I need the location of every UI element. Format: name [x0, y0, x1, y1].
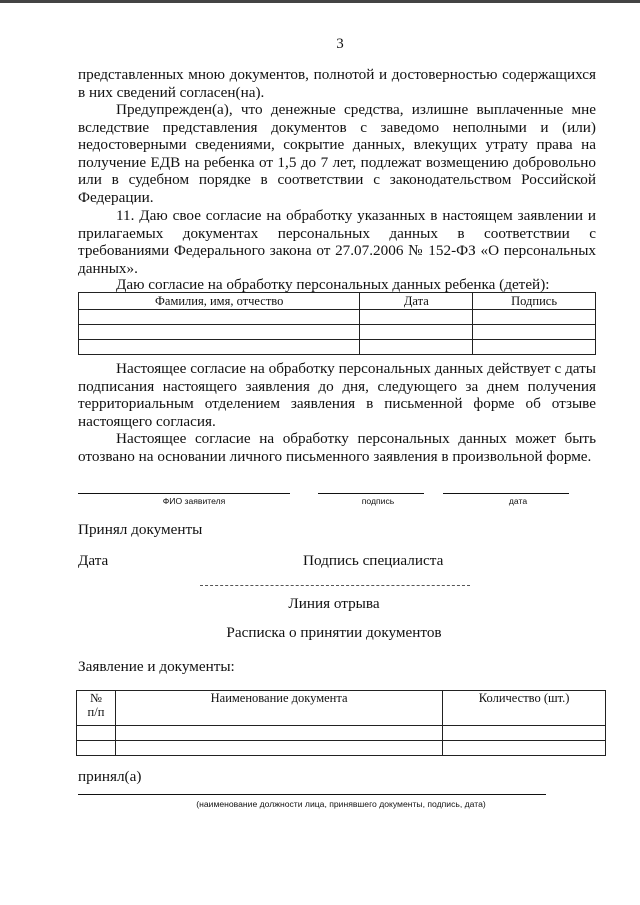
column-header-signature: Подпись	[473, 293, 596, 310]
paragraph-text: представленных мною документов, полнотой и достоверностью содержащихся в них сведений согласен(на).	[78, 66, 596, 101]
accepted-by-label: принял(а)	[78, 768, 142, 785]
paragraph-text: Настоящее согласие на обработку персональных данных может быть отозвано на основании личного письменного заявления в произвольной форме.	[78, 430, 596, 465]
receipt-title: Расписка о принятии документов	[226, 624, 442, 641]
column-header-document-name: Наименование документа	[115, 691, 442, 726]
column-header-number: № п/п	[77, 691, 116, 726]
column-header-date: Дата	[360, 293, 473, 310]
documents-table	[76, 690, 606, 756]
paragraph-consent-11	[78, 207, 596, 277]
consent-children-table	[78, 292, 596, 355]
tear-line-label: Линия отрыва	[288, 595, 380, 612]
table-header-row	[77, 691, 606, 726]
table-cell[interactable]	[79, 340, 360, 355]
fio-label: ФИО заявителя	[162, 496, 226, 506]
column-header-quantity: Количество (шт.)	[443, 691, 606, 726]
paragraph-validity	[78, 360, 596, 430]
paragraph-text: Даю согласие на обработку персональных данных ребенка (детей):	[116, 276, 550, 293]
date-signature-line[interactable]	[443, 493, 569, 494]
signature-line[interactable]	[318, 493, 424, 494]
column-header-fio: Фамилия, имя, отчество	[79, 293, 360, 310]
top-border-rule	[0, 0, 640, 3]
table-cell[interactable]	[77, 741, 116, 756]
specialist-signature-label: Подпись специалиста	[303, 552, 444, 569]
table-cell[interactable]	[360, 310, 473, 325]
table-cell[interactable]	[443, 726, 606, 741]
documents-label: Заявление и документы:	[78, 658, 235, 675]
paragraph-continuation	[78, 66, 596, 101]
paragraph-revocation	[78, 430, 596, 465]
table-cell[interactable]	[115, 726, 442, 741]
table-cell[interactable]	[360, 325, 473, 340]
table-cell[interactable]	[115, 741, 442, 756]
paragraph-text: Настоящее согласие на обработку персональных данных действует с даты подписания настоящего заявления до дня, следующего за днем получения территориальным отделением заявления в письменной форме об отзыве настоящего согласия.	[78, 360, 596, 430]
table-cell[interactable]	[443, 741, 606, 756]
table-cell[interactable]	[473, 325, 596, 340]
table-cell[interactable]	[79, 310, 360, 325]
paragraph-text: Предупрежден(а), что денежные средства, излишне выплаченные мне вследствие представления документов с заведомо неполными и (или) недостоверными сведениями, сокрытие данных, влекущих утрату права на получение ЕДВ на ребенка от 1,5 до 7 лет, подлежат возмещению добровольно или в судебном порядке в соответствии с законодательством Российской Федерации.	[78, 101, 596, 206]
paragraph-text: 11. Даю свое согласие на обработку указанных в настоящем заявлении и прилагаемых документах персональных данных в соответствии с требованиями Федерального закона от 27.07.2006 № 152-ФЗ «О персональных данных».	[78, 207, 596, 277]
accepted-docs-label: Принял документы	[78, 521, 203, 538]
table-cell[interactable]	[79, 325, 360, 340]
signature-label: подпись	[361, 496, 395, 506]
paragraph-child-consent	[78, 276, 596, 294]
page-number: 3	[336, 36, 344, 52]
table-header-row	[79, 293, 596, 310]
table-row	[79, 325, 596, 340]
table-row	[79, 340, 596, 355]
date-line-label: дата	[508, 496, 528, 506]
paragraph-warning	[78, 101, 596, 207]
table-row	[77, 741, 606, 756]
table-cell[interactable]	[77, 726, 116, 741]
date-label: Дата	[78, 552, 109, 569]
table-row	[79, 310, 596, 325]
table-row	[77, 726, 606, 741]
tear-line-dashes	[200, 585, 470, 586]
accepted-by-line[interactable]	[78, 794, 546, 795]
table-cell[interactable]	[473, 340, 596, 355]
fio-signature-line[interactable]	[78, 493, 290, 494]
table-cell[interactable]	[360, 340, 473, 355]
table-cell[interactable]	[473, 310, 596, 325]
accepted-by-caption: (наименование должности лица, принявшего документы, подпись, дата)	[196, 799, 486, 809]
